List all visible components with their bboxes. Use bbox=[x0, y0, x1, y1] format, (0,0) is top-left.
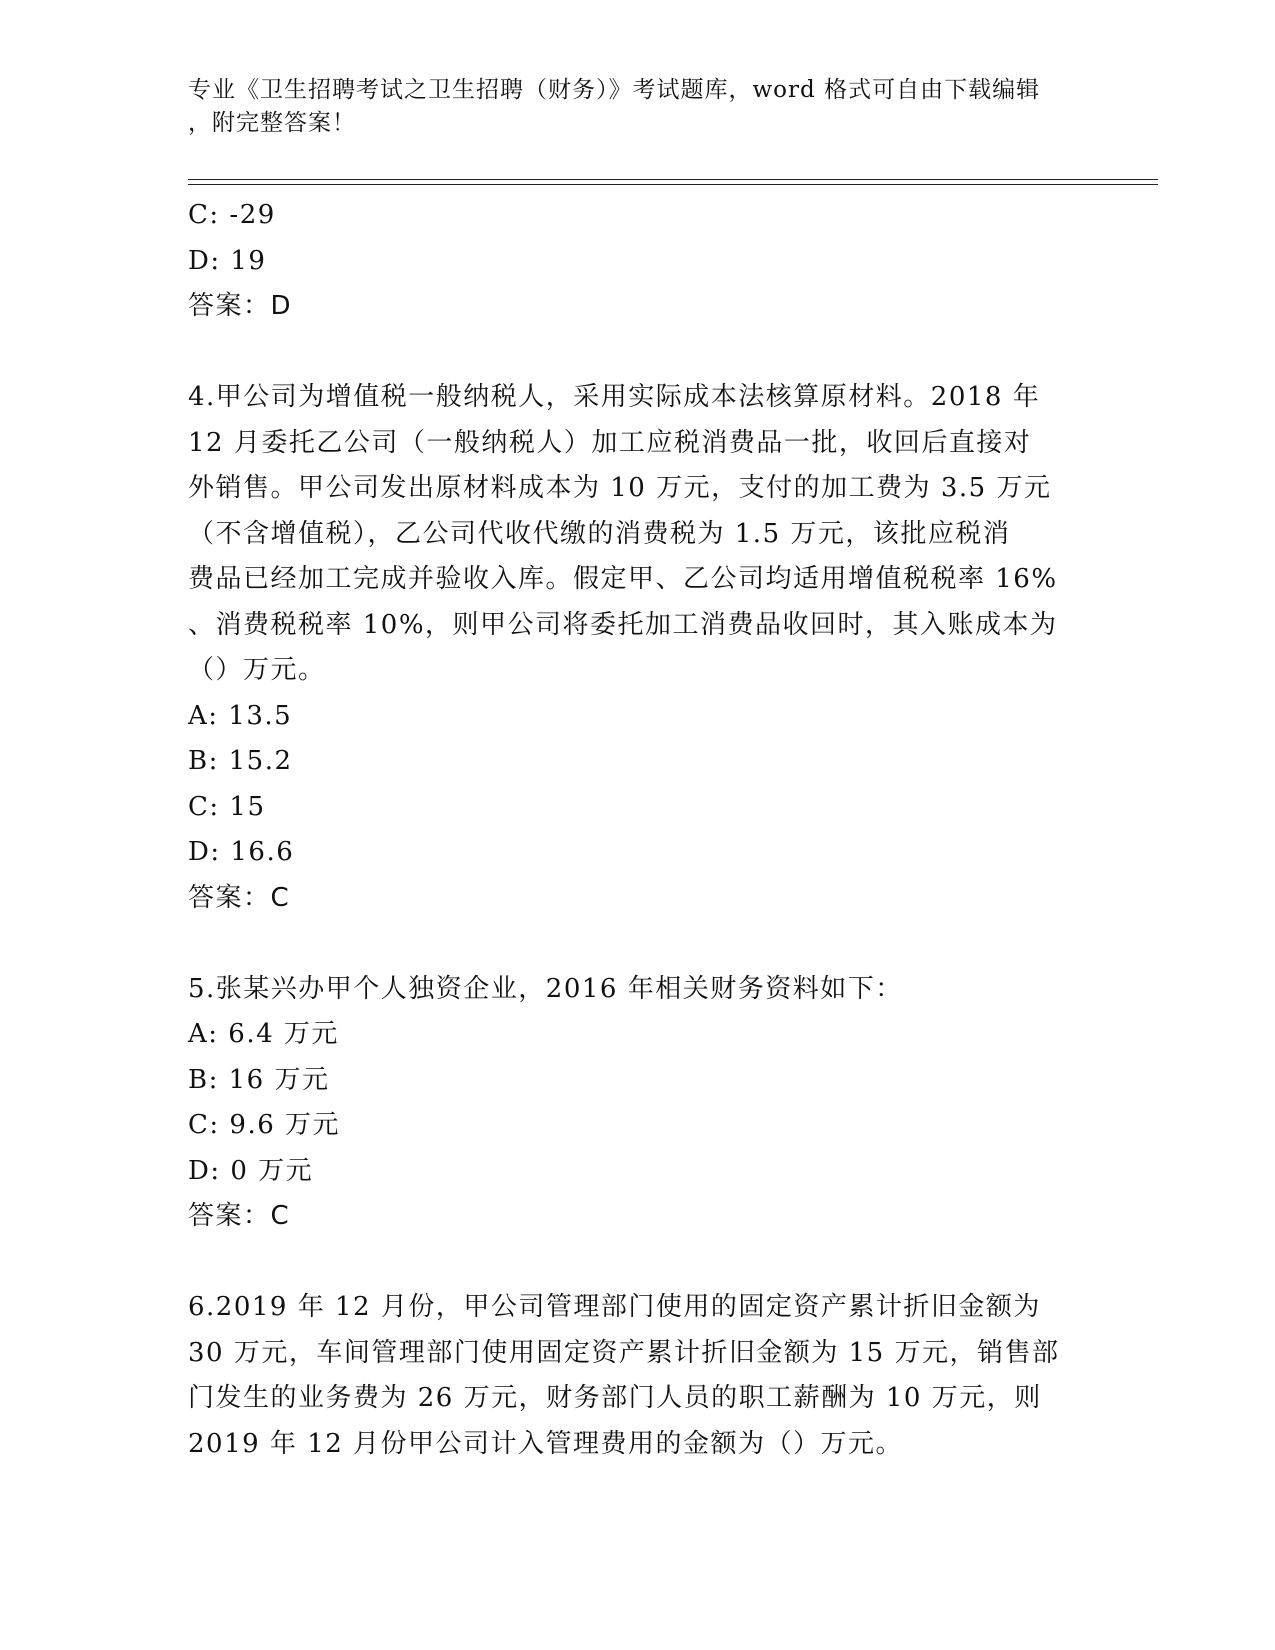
question-text-line: 外销售。甲公司发出原材料成本为 10 万元，支付的加工费为 3.5 万元 bbox=[188, 473, 1052, 503]
option-c: C: -29 bbox=[188, 200, 276, 230]
document-body bbox=[188, 193, 1088, 1467]
question-5 bbox=[188, 967, 1088, 1240]
option-d: D: 16.6 bbox=[188, 837, 295, 867]
header-divider-bottom bbox=[188, 184, 1158, 185]
spacer bbox=[188, 921, 1088, 967]
question-text-line: 门发生的业务费为 26 万元，财务部门人员的职工薪酬为 10 万元，则 bbox=[188, 1383, 1042, 1413]
option-b: B: 16 万元 bbox=[188, 1064, 330, 1095]
option-a: A: 13.5 bbox=[188, 700, 293, 731]
header-divider-top bbox=[188, 179, 1158, 180]
spacer bbox=[188, 330, 1088, 376]
question-text-line: 4.甲公司为增值税一般纳税人，采用实际成本法核算原材料。2018 年 bbox=[188, 382, 1041, 412]
question-text-line: 30 万元，车间管理部门使用固定资产累计折旧金额为 15 万元，销售部 bbox=[188, 1337, 1060, 1368]
question-6 bbox=[188, 1285, 1088, 1467]
question-text-line: 5.张某兴办甲个人独资企业，2016 年相关财务资料如下： bbox=[188, 973, 903, 1004]
question-text-line: 费品已经加工完成并验收入库。假定甲、乙公司均适用增值税税率 16% bbox=[188, 564, 1058, 594]
answer-line: 答案：C bbox=[188, 882, 291, 913]
header-line-1: 专业《卫生招聘考试之卫生招聘（财务）》考试题库，word 格式可自由下载编辑 bbox=[188, 77, 1041, 103]
question-text-line: 2019 年 12 月份甲公司计入管理费用的金额为（）万元。 bbox=[188, 1428, 904, 1459]
question-text-line: 12 月委托乙公司（一般纳税人）加工应税消费品一批，收回后直接对 bbox=[188, 427, 1032, 458]
question-text-line: 、消费税税率 10%，则甲公司将委托加工消费品收回时，其入账成本为 bbox=[188, 609, 1058, 640]
option-d: D: 0 万元 bbox=[188, 1155, 314, 1186]
question-3-tail bbox=[188, 193, 1088, 330]
question-text-line: （）万元。 bbox=[188, 655, 326, 685]
option-c: C: 15 bbox=[188, 791, 266, 822]
answer-line: 答案：D bbox=[188, 291, 293, 321]
question-text-line: （不含增值税），乙公司代收代缴的消费税为 1.5 万元，该批应税消 bbox=[188, 518, 1011, 549]
option-b: B: 15.2 bbox=[188, 746, 293, 776]
option-c: C: 9.6 万元 bbox=[188, 1110, 341, 1140]
question-text-line: 6.2019 年 12 月份，甲公司管理部门使用的固定资产累计折旧金额为 bbox=[188, 1292, 1041, 1322]
document-header bbox=[188, 74, 1068, 140]
spacer bbox=[188, 1240, 1088, 1286]
question-4 bbox=[188, 375, 1088, 921]
answer-line: 答案：C bbox=[188, 1201, 291, 1231]
header-line-2: ，附完整答案！ bbox=[188, 110, 356, 136]
option-a: A: 6.4 万元 bbox=[188, 1019, 339, 1049]
option-d: D: 19 bbox=[188, 245, 267, 276]
